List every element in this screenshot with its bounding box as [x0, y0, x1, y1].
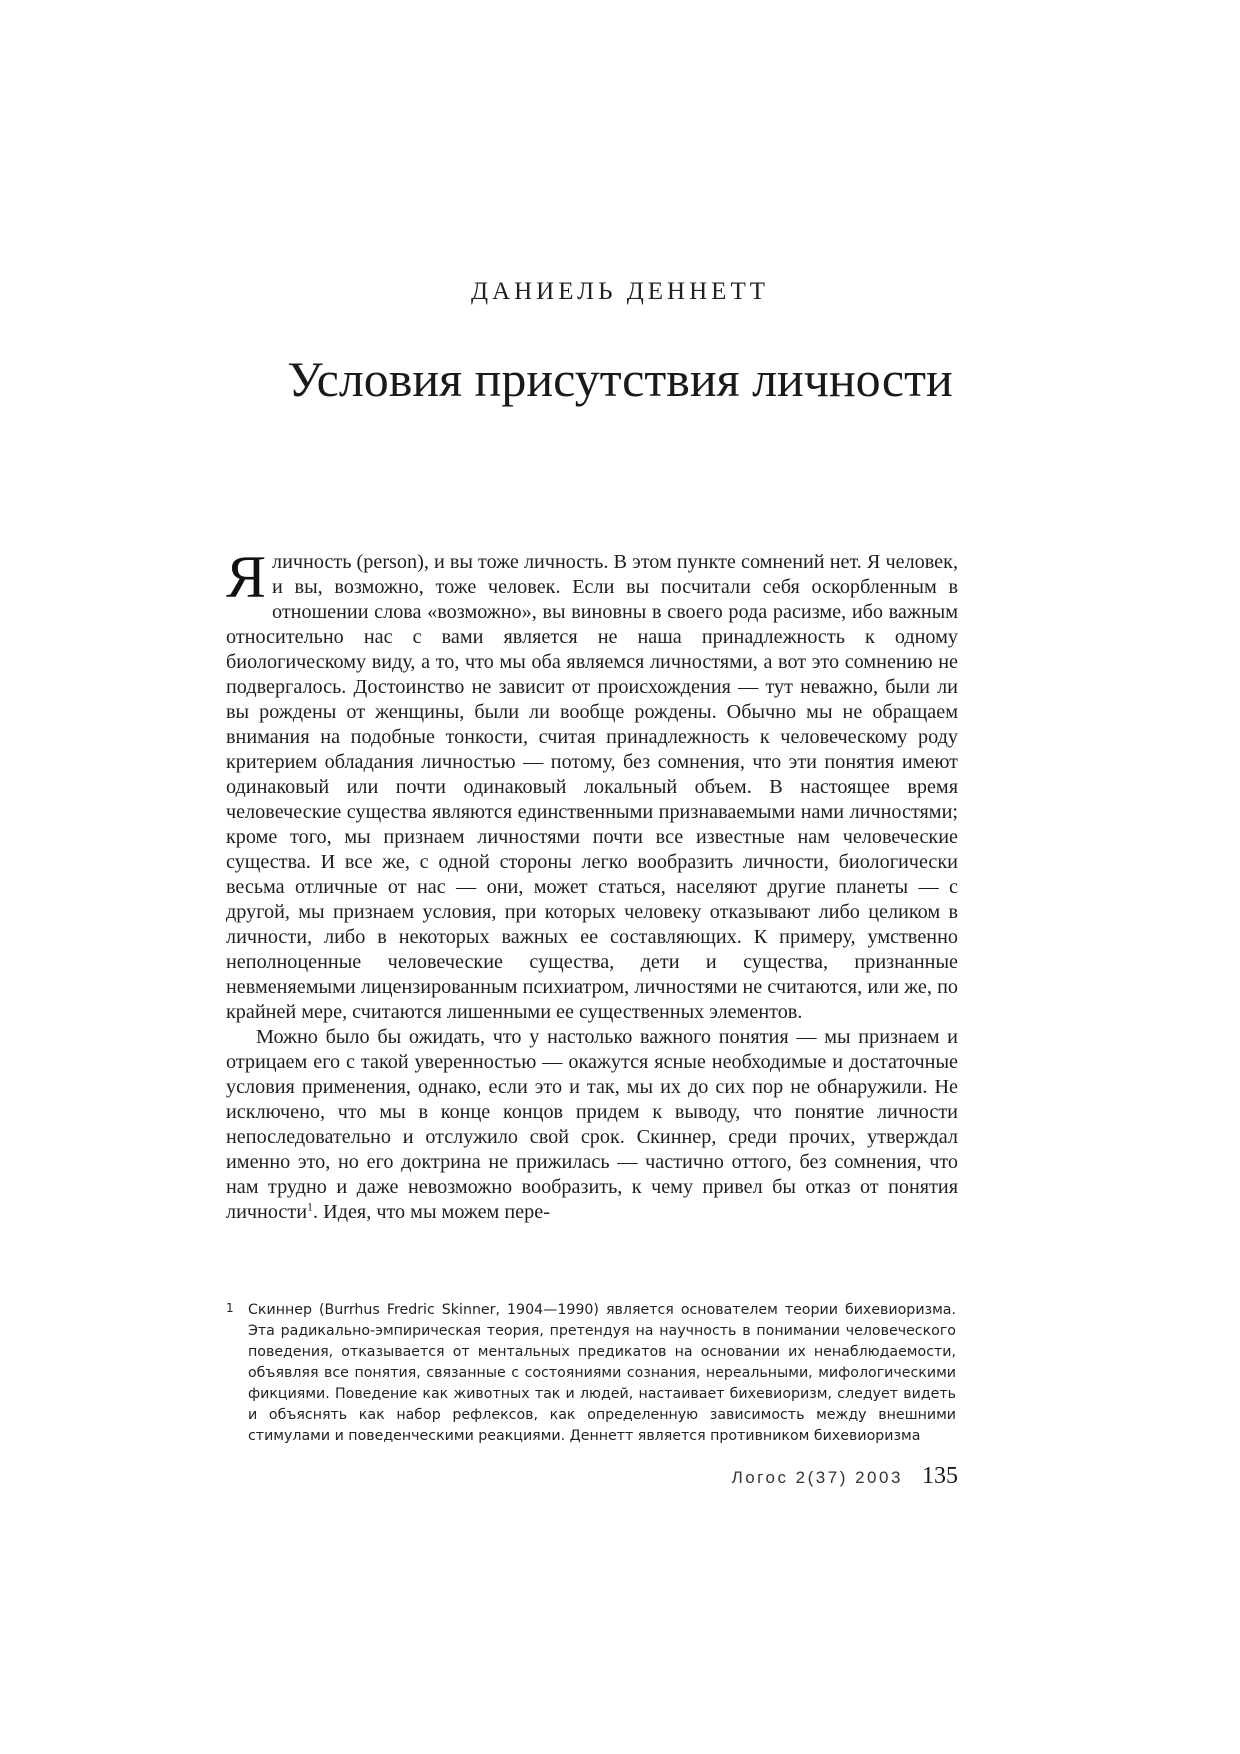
footnote-text: Скиннер (Burrhus Fredric Skinner, 1904—1990) является основателем теории бихевиоризма. Эта радикально-эмпирическая теория, претендуя на научность в понимании человеческого поведения, отказывается от ментальных предикатов на основании их ненаблюдаемости, объявляя все понятия, связанные с состояниями сознания, нереальными, мифологическими фикциями. Поведение как животных так и людей, настаивает бихевиоризм, следует видеть и объяснять как набор рефлексов, как определенную зависимость между внешними стимулами и поведенческими реакциями. Деннетт является противником бихевиоризма: [248, 1302, 956, 1444]
article-title: Условия присутствия личности: [287, 351, 953, 407]
footnote: [226, 1300, 958, 1447]
paragraph-2: [226, 1025, 958, 1225]
author-name: ДАНИЕЛЬ ДЕННЕТТ: [471, 278, 769, 305]
footnote-mark: 1: [226, 1301, 234, 1315]
footnote-reference[interactable]: 1: [307, 1199, 314, 1214]
paragraph-1: [226, 544, 958, 1025]
paragraph-1-text: личность (person), и вы тоже личность. В этом пункте сомнений нет. Я человек, и вы, возможно, тоже человек. Если вы посчитали себя оскорбленным в отношении слова «возможно», вы виновны в своего рода расизме, ибо важным относительно нас с вами является не наша принадлежность к одному биологическому виду, а то, что мы оба являемся личностями, а вот это сомнению не подвергалось. Достоинство не зависит от происхождения — тут неважно, были ли вы рождены от женщины, были ли вообще рождены. Обычно мы не обращаем внимания на подобные тонкости, считая принадлежность к человеческому роду критерием обладания личностью — потому, без сомнения, что эти понятия имеют одинаковый или почти одинаковый локальный объем. В настоящее время человеческие существа являются единственными признаваемыми нами личностями; кроме того, мы признаем личностями почти все известные нам человеческие существа. И все же, с одной стороны легко вообразить личности, биологически весьма отличные от нас — они, может статься, населяют другие планеты — с другой, мы признаем условия, при которых человеку отказывают либо целиком в личности, либо в некоторых важных ее составляющих. К примеру, умственно неполноценные человеческие существа, дети и существа, признанные невменяемыми лицензированным психиатром, личностями не считаются, или же, по крайней мере, считаются лишенными ее существенных элементов.: [226, 551, 958, 1023]
page-number: 135: [922, 1463, 958, 1489]
running-footer: [732, 1463, 958, 1490]
paragraph-2-tail: . Идея, что мы можем пере-: [313, 1201, 550, 1223]
drop-cap: Я: [226, 544, 267, 610]
paragraph-2-text: Можно было бы ожидать, что у настолько важного понятия — мы признаем и отрицаем его с такой уверенностью — окажутся ясные необходимые и достаточные условия применения, однако, если это и так, мы их до сих пор не обнаружили. Не исключено, что мы в конце концов придем к выводу, что понятие личности непоследовательно и отслужило свой срок. Скиннер, среди прочих, утверждал именно это, но его доктрина не прижилась — частично оттого, без сомнения, что нам трудно и даже невозможно вообразить, к чему привел бы отказ от понятия личности: [226, 1026, 958, 1223]
journal-citation: Логос 2(37) 2003: [731, 1468, 903, 1487]
article-body: [226, 544, 958, 1225]
